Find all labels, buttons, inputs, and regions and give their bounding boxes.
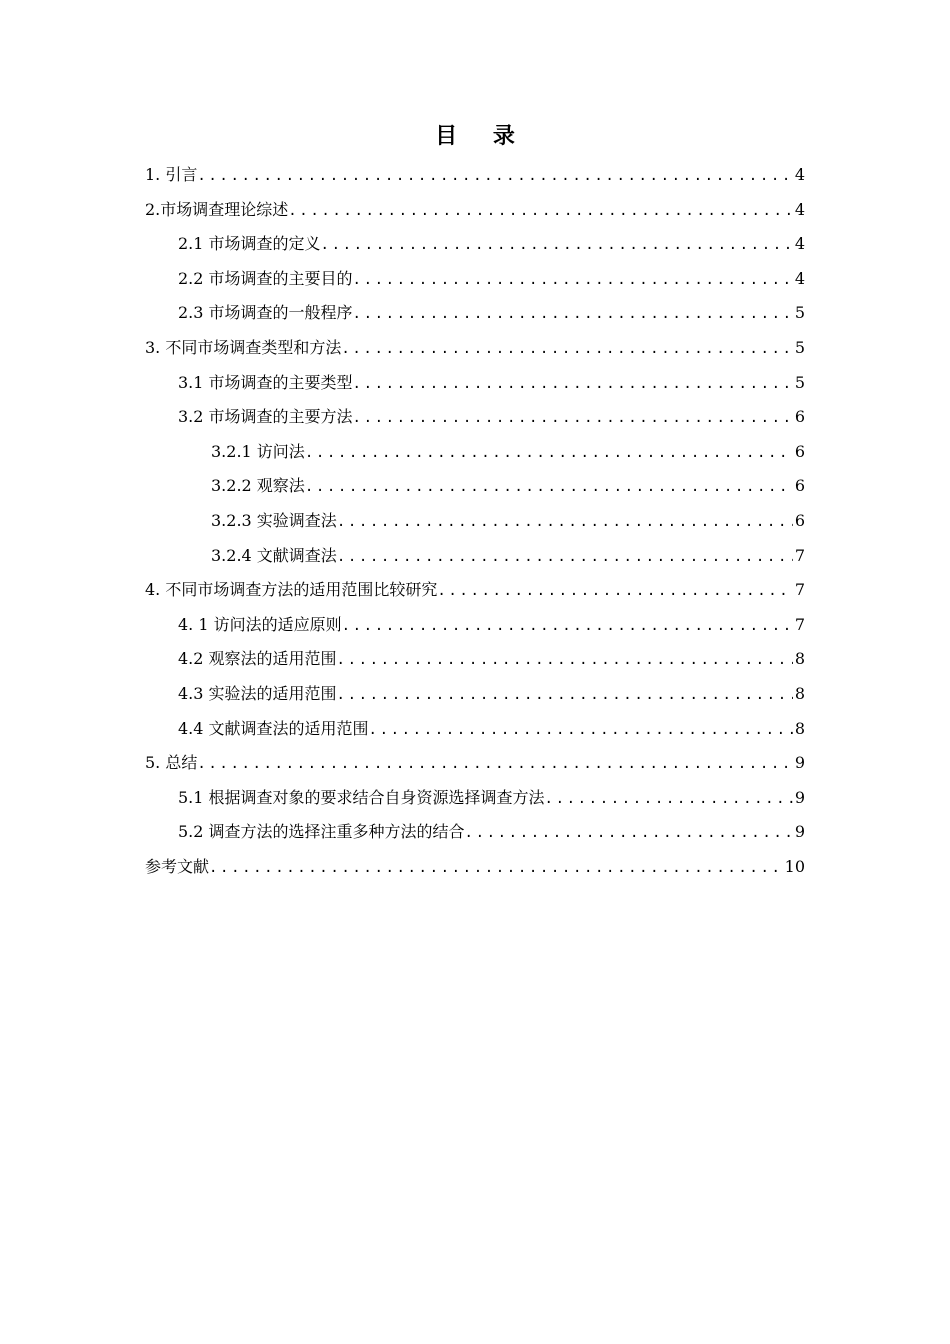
toc-entry[interactable] — [145, 400, 805, 435]
toc-entry-page: 8 — [794, 649, 805, 669]
toc-entry-page: 5 — [794, 372, 805, 392]
toc-leader-dots — [288, 194, 793, 229]
toc-entry[interactable] — [145, 504, 805, 539]
toc-entry-page: 4 — [794, 165, 805, 184]
toc-entry-page: 5 — [794, 303, 805, 323]
toc-entry[interactable] — [145, 677, 805, 712]
toc-leader-dots — [209, 851, 783, 886]
toc-leader-dots — [437, 574, 792, 609]
toc-entry-text: 4. 1 访问法的适应原则 — [178, 614, 342, 634]
table-of-contents — [145, 158, 805, 884]
toc-entry-text: 3.2 市场调查的主要方法 — [178, 407, 353, 427]
toc-entry-page: 5 — [794, 337, 805, 357]
toc-entry[interactable] — [145, 296, 805, 331]
toc-entry[interactable] — [145, 469, 805, 504]
toc-entry-page: 7 — [794, 580, 805, 600]
toc-entry-page: 8 — [794, 718, 805, 738]
toc-entry-text: 3.2.4 文献调查法 — [211, 545, 337, 565]
toc-entry-text: 2.3 市场调查的一般程序 — [178, 303, 353, 323]
toc-leader-dots — [337, 540, 793, 575]
toc-entry-page: 7 — [794, 614, 805, 634]
toc-entry[interactable] — [145, 193, 805, 228]
toc-entry[interactable] — [145, 608, 805, 643]
toc-entry-page: 9 — [794, 822, 805, 842]
toc-leader-dots — [353, 263, 793, 298]
toc-entry-text: 4.4 文献调查法的适用范围 — [178, 718, 369, 738]
toc-entry-text: 5. 总结 — [145, 753, 198, 773]
toc-leader-dots — [342, 609, 793, 644]
toc-leader-dots — [321, 228, 793, 263]
toc-entry-text: 1. 引言 — [145, 165, 198, 184]
toc-entry-text: 3.2.3 实验调查法 — [211, 510, 337, 530]
toc-leader-dots — [305, 436, 793, 471]
toc-entry-page: 4 — [794, 199, 805, 219]
toc-entry[interactable] — [145, 573, 805, 608]
toc-entry-text: 5.2 调查方法的选择注重多种方法的结合 — [178, 822, 465, 842]
toc-entry-text: 3.2.1 访问法 — [211, 441, 305, 461]
toc-leader-dots — [337, 643, 793, 678]
toc-entry-text: 5.1 根据调查对象的要求结合自身资源选择调查方法 — [178, 787, 545, 807]
toc-entry-page: 8 — [794, 683, 805, 703]
toc-entry-page: 7 — [794, 545, 805, 565]
toc-entry[interactable] — [145, 815, 805, 850]
toc-entry[interactable] — [145, 642, 805, 677]
toc-leader-dots — [353, 401, 793, 436]
toc-entry[interactable] — [145, 158, 805, 193]
toc-entry-text: 4.3 实验法的适用范围 — [178, 683, 337, 703]
toc-entry-page: 10 — [784, 856, 805, 876]
toc-entry-text: 2.2 市场调查的主要目的 — [178, 268, 353, 288]
toc-entry[interactable] — [145, 850, 805, 885]
toc-entry-page: 6 — [794, 441, 805, 461]
toc-entry-page: 6 — [794, 407, 805, 427]
toc-entry-text: 3.1 市场调查的主要类型 — [178, 372, 353, 392]
toc-entry[interactable] — [145, 435, 805, 470]
toc-leader-dots — [337, 505, 793, 540]
toc-entry-text: 4.2 观察法的适用范围 — [178, 649, 337, 669]
toc-leader-dots — [353, 297, 793, 332]
toc-entry[interactable] — [145, 366, 805, 401]
toc-title: 目 录 — [435, 123, 529, 149]
toc-entry-page: 4 — [794, 234, 805, 254]
toc-entry[interactable] — [145, 712, 805, 747]
toc-entry-page: 9 — [794, 787, 805, 807]
toc-entry[interactable] — [145, 262, 805, 297]
toc-leader-dots — [341, 332, 792, 367]
toc-leader-dots — [197, 159, 792, 194]
toc-entry-text: 2.1 市场调查的定义 — [178, 234, 321, 254]
toc-entry[interactable] — [145, 539, 805, 574]
toc-entry-text: 2.市场调查理论综述 — [145, 199, 289, 219]
toc-entry-page: 9 — [794, 753, 805, 773]
toc-leader-dots — [305, 470, 793, 505]
toc-entry-text: 3. 不同市场调查类型和方法 — [145, 337, 342, 357]
toc-leader-dots — [197, 747, 792, 782]
toc-entry[interactable] — [145, 746, 805, 781]
toc-leader-dots — [465, 816, 793, 851]
toc-leader-dots — [337, 678, 793, 713]
toc-leader-dots — [353, 367, 793, 402]
toc-leader-dots — [545, 782, 793, 817]
toc-entry-page: 6 — [794, 476, 805, 496]
toc-entry[interactable] — [145, 331, 805, 366]
toc-entry-page: 4 — [794, 268, 805, 288]
toc-leader-dots — [369, 713, 793, 748]
toc-entry[interactable] — [145, 227, 805, 262]
toc-entry-page: 6 — [794, 510, 805, 530]
toc-entry-text: 3.2.2 观察法 — [211, 476, 305, 496]
toc-entry[interactable] — [145, 781, 805, 816]
toc-entry-text: 参考文献 — [145, 856, 210, 876]
toc-entry-text: 4. 不同市场调查方法的适用范围比较研究 — [145, 580, 438, 600]
